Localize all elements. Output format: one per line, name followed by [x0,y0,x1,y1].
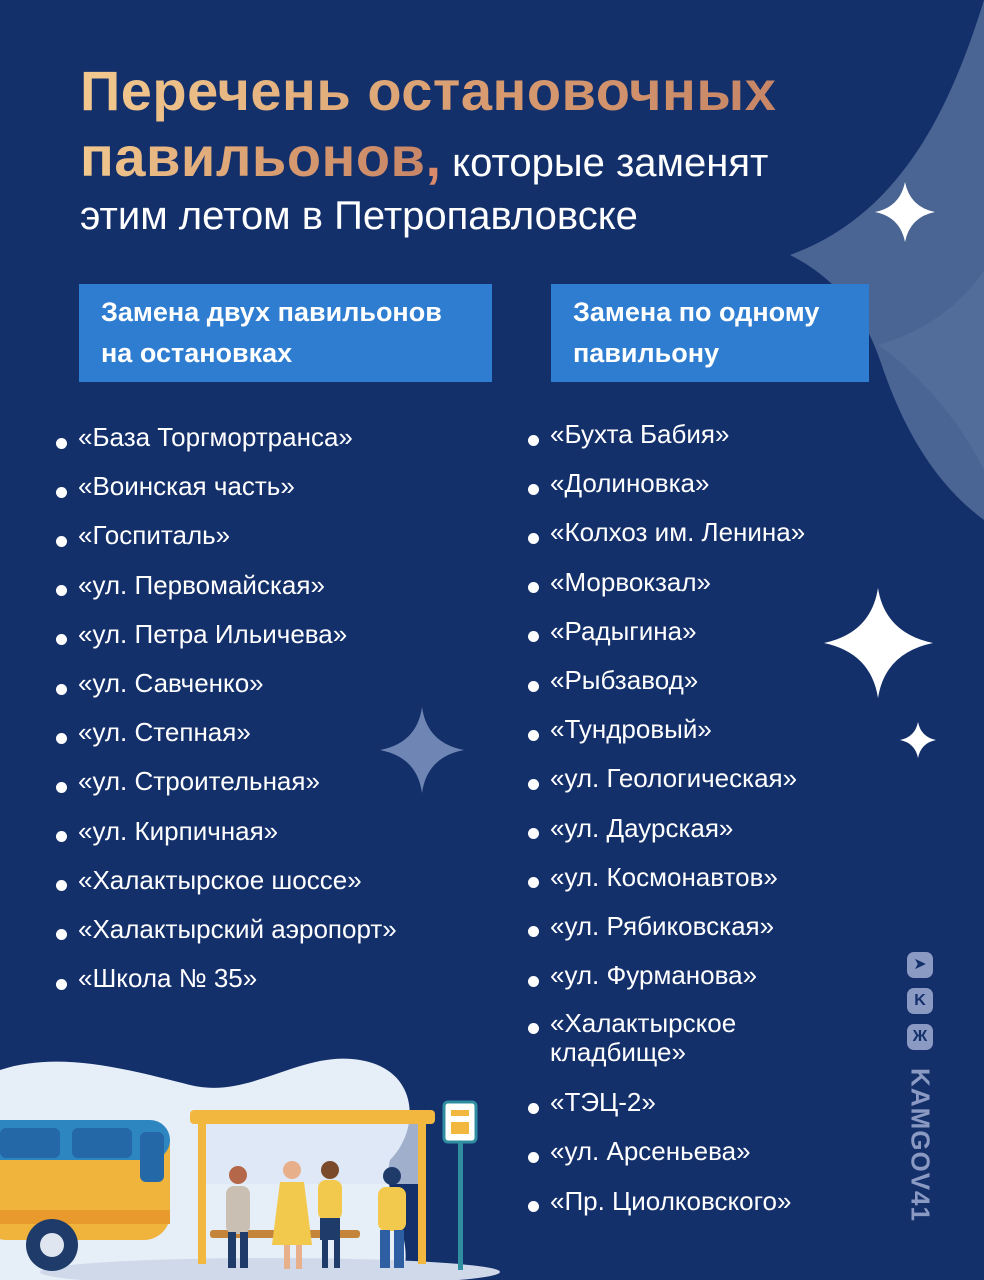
list-item: «Долиновка» [528,464,805,513]
list-item: «ул. Рябиковская» [528,907,805,956]
brand-text: KAMGOV41 [905,1068,936,1222]
title-rest-line2: которые заменят [441,141,769,185]
odnoklassniki-icon[interactable]: Ж [907,1024,933,1050]
list-item: «ул. Арсеньева» [528,1132,805,1181]
list-item: «Тундровый» [528,710,805,759]
list-item: «База Торгмортранса» [56,418,397,467]
list-item: «Бухта Бабия» [528,415,805,464]
list-item: «ул. Кирпичная» [56,812,397,861]
list-item: «Халактырское шоссе» [56,861,397,910]
list-item: «Воинская часть» [56,467,397,516]
right-heading-line2: павильону [551,333,741,374]
list-item: «ул. Петра Ильичева» [56,615,397,664]
brand-label [902,1060,938,1230]
list-item: «Морвокзал» [528,563,805,612]
list-item: «ул. Первомайская» [56,566,397,615]
list-item: «ул. Степная» [56,713,397,762]
list-item: «ул. Савченко» [56,664,397,713]
stop-sign-icon [444,1102,476,1270]
list-item: «Госпиталь» [56,516,397,565]
title-highlight-line1: Перечень остановочных [80,59,777,122]
left-column-heading [79,284,492,382]
page-title [80,58,940,242]
right-heading-line1: Замена по одному [573,297,820,327]
list-item: «ул. Космонавтов» [528,858,805,907]
list-item: «Халактырский аэропорт» [56,910,397,959]
left-stop-list [56,418,397,1008]
right-column-heading [551,284,869,382]
title-highlight-line2: павильонов [80,125,426,188]
bus-stop-illustration [0,1040,520,1280]
left-heading-line1: Замена двух павильонов [101,297,442,327]
telegram-icon[interactable]: ➤ [907,952,933,978]
list-item: «ТЭЦ-2» [528,1083,805,1132]
social-links [905,952,935,1060]
list-item: «Пр. Циолковского» [528,1182,805,1231]
list-item: «ул. Даурская» [528,809,805,858]
list-item: «Радыгина» [528,612,805,661]
title-line3: этим летом в Петропавловске [80,194,638,238]
sparkle-icon [824,588,933,698]
list-item: «ул. Геологическая» [528,759,805,808]
list-item: «ул. Строительная» [56,762,397,811]
sparkle-icon [900,722,936,758]
vk-icon[interactable]: K [907,988,933,1014]
list-item: «Школа № 35» [56,959,397,1008]
list-item [528,1005,805,1083]
right-stop-list [528,415,805,1231]
list-item: «ул. Фурманова» [528,956,805,1005]
list-item: «Рыбзавод» [528,661,805,710]
left-heading-line2: на остановках [79,333,314,374]
list-item-line2: кладбище» [550,1037,686,1068]
list-item: «Колхоз им. Ленина» [528,513,805,562]
list-item-line1: «Халактырское [550,1008,737,1039]
title-comma: , [425,125,442,188]
